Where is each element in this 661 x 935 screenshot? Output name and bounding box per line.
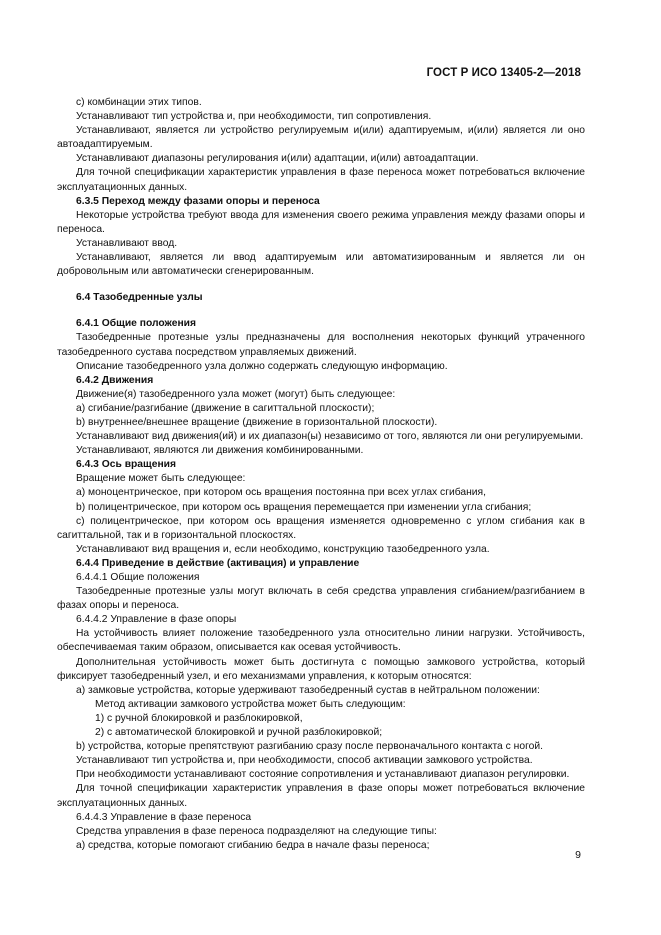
list-item: a) сгибание/разгибание (движение в сагиттальной плоскости); — [76, 402, 375, 414]
list-item: a) замковые устройства, которые удерживают тазобедренный сустав в нейтральном положении: — [76, 684, 540, 696]
standard-header: ГОСТ Р ИСО 13405-2—2018 — [426, 67, 581, 79]
spacer — [57, 305, 585, 317]
paragraph: Средства управления в фазе переноса подразделяют на следующие типы: — [76, 825, 437, 837]
paragraph: Устанавливают вид вращения и, если необходимо, конструкцию тазобедренного узла. — [76, 543, 490, 555]
section-heading: 6.4.1 Общие положения — [76, 318, 196, 330]
paragraph: Тазобедренные протезные узлы предназначены для восполнения некоторых функций утраченного тазобедренного сустава посредством управляемых движений. — [57, 332, 585, 358]
paragraph: Устанавливают, является ли устройство регулируемым и(или) адаптируемым, и(или) является ли оно автоадаптируемым. — [57, 125, 585, 151]
paragraph: Некоторые устройства требуют ввода для изменения своего режима управления между фазами опоры и переноса. — [57, 209, 585, 235]
paragraph: Вращение может быть следующее: — [76, 473, 246, 485]
list-item: 6.4.4.3 Управление в фазе переноса — [76, 811, 252, 823]
section-heading: 6.3.5 Переход между фазами опоры и переноса — [76, 195, 320, 207]
page-number: 9 — [575, 849, 581, 861]
paragraph: Устанавливают, являются ли движения комбинированными. — [76, 445, 364, 457]
list-item: b) внутреннее/внешнее вращение (движение в горизонтальной плоскости). — [76, 416, 438, 428]
paragraph: Устанавливают ввод. — [76, 237, 178, 249]
list-item: a) моноцентрическое, при котором ось вращения постоянна при всех углах сгибания, — [76, 487, 486, 499]
list-item: 6.4.4.1 Общие положения — [76, 572, 200, 583]
section-heading: 6.4.2 Движения — [76, 374, 154, 386]
paragraph: На устойчивость влияет положение тазобедренного узла относительно линии нагрузки. Устойчивость, обеспечиваемая таким образом, описывается как осевая устойчивость. — [57, 628, 585, 654]
paragraph: Описание тазобедренного узла должно содержать следующую информацию. — [76, 360, 448, 372]
paragraph: Тазобедренные протезные узлы могут включать в себя средства управления сгибанием/разгибанием в фазах опоры и переноса. — [57, 586, 585, 612]
list-item: Метод активации замкового устройства может быть следующим: — [95, 698, 406, 710]
paragraph: Дополнительная устойчивость может быть достигнута с помощью замкового устройства, который фиксирует тазобедренный узел, и его механизмами управления, к которым относятся: — [57, 656, 585, 682]
list-item: b) устройства, которые препятствуют разгибанию сразу после первоначального контакта с ногой. — [76, 741, 543, 753]
paragraph: Устанавливают тип устройства и, при необходимости, тип сопротивления. — [76, 111, 432, 123]
paragraph: Устанавливают тип устройства и, при необходимости, способ активации замкового устройства. — [76, 755, 533, 767]
paragraph: Устанавливают вид движения(ий) и их диапазон(ы) независимо от того, являются ли они регулируемыми. — [76, 431, 584, 443]
paragraph: При необходимости устанавливают состояние сопротивления и устанавливают диапазон регулировки. — [76, 769, 570, 781]
section-heading: 6.4.3 Ось вращения — [76, 459, 177, 471]
paragraph: Движение(я) тазобедренного узла может (могут) быть следующее: — [76, 388, 396, 400]
paragraph: Для точной спецификации характеристик управления в фазе опоры может потребоваться включение эксплуатационных данных. — [57, 783, 585, 809]
section-heading: 6.4.4 Приведение в действие (активация) и управление — [76, 557, 360, 569]
spacer — [57, 279, 585, 291]
list-item: b) полицентрическое, при котором ось вращения перемещается при изменении угла сгибания; — [76, 501, 532, 513]
list-item: 6.4.4.2 Управление в фазе опоры — [76, 614, 237, 626]
list-item: 2) с автоматической блокировкой и ручной разблокировкой; — [95, 727, 383, 739]
paragraph: Для точной спецификации характеристик управления в фазе переноса может потребоваться включение эксплуатационных данных. — [57, 167, 585, 193]
section-heading: 6.4 Тазобедренные узлы — [76, 292, 203, 304]
paragraph: c) полицентрическое, при котором ось вращения изменяется одновременно с углом сгибания как в сагиттальной, так и в горизонтальной плоскостях. — [57, 515, 585, 541]
paragraph: Устанавливают диапазоны регулирования и(или) адаптации, и(или) автоадаптации. — [76, 153, 479, 165]
page-content — [57, 96, 585, 853]
paragraph: Устанавливают, является ли ввод адаптируемым или автоматизированным и является ли он добровольным или автоматически сгенерированным. — [57, 252, 585, 278]
list-item: 1) с ручной блокировкой и разблокировкой, — [95, 712, 303, 724]
list-item: c) комбинации этих типов. — [76, 97, 202, 108]
list-item: a) средства, которые помогают сгибанию бедра в начале фазы переноса; — [76, 839, 430, 851]
